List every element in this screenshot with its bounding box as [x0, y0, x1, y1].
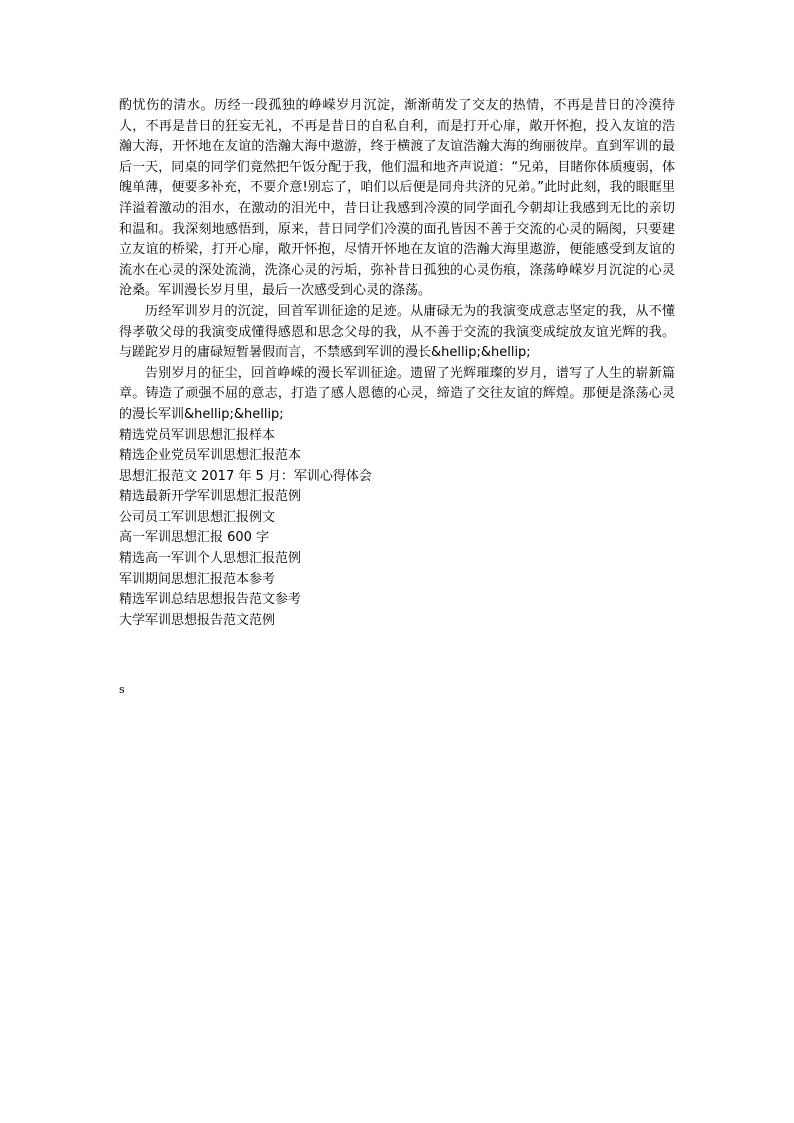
related-link[interactable]: 精选最新开学军训思想汇报范例 — [119, 489, 302, 505]
related-link[interactable]: 精选企业党员军训思想汇报范本 — [119, 448, 302, 464]
paragraph-2: 历经军训岁月的沉淀，回首军训征途的足迹。从庸碌无为的我演变成意志坚定的我，从不懂得孝敬父母的我演变成懂得感恩和思念父母的我，从不善于交流的我演变成绽放友谊光辉的我。与蹉跎岁月的庸碌短暂暑假而言，不禁感到军训的漫长&hellip;&hellip; — [119, 303, 675, 361]
footer-mark: s — [119, 683, 125, 696]
related-link[interactable]: 精选党员军训思想汇报样本 — [119, 427, 276, 443]
paragraph-1: 酌忧伤的清水。历经一段孤独的峥嵘岁月沉淀，渐渐萌发了交友的热情，不再是昔日的冷漠待人，不再是昔日的狂妄无礼，不再是昔日的自私自利，而是打开心扉，敞开怀抱，投入友谊的浩瀚大海，开怀地在友谊的浩瀚大海中遨游，终于横渡了友谊浩瀚大海的绚丽彼岸。直到军训的最后一天，同桌的同学们竟然把午饭分配于我，他们温和地齐声说道：“兄弟，目睹你体质瘦弱，体魄单薄，便要多补充，不要介意!别忘了，咱们以后便是同舟共济的兄弟。”此时此刻，我的眼眶里洋溢着激动的泪水，在激动的泪光中，昔日让我感到冷漠的同学面孔今朝却让我感到无比的亲切和温和。我深刻地感悟到，原来，昔日同学们冷漠的面孔皆因不善于交流的心灵的隔阂，只要建立友谊的桥梁，打开心扉，敞开怀抱，尽情开怀地在友谊的浩瀚大海里遨游，便能感受到友谊的流水在心灵的深处流淌，洗涤心灵的污垢，弥补昔日孤独的心灵伤痕，涤荡峥嵘岁月沉淀的心灵沧桑。军训漫长岁月里，最后一次感受到心灵的涤荡。 — [119, 98, 675, 299]
paragraph-3: 告别岁月的征尘，回首峥嵘的漫长军训征途。遗留了光辉璀璨的岁月，谱写了人生的崭新篇章。铸造了顽强不屈的意志，打造了感人恩德的心灵，缔造了交往友谊的辉煌。那便是涤荡心灵的漫长军训&hellip;&hellip; — [119, 365, 675, 422]
related-link[interactable]: 军训期间思想汇报范本参考 — [119, 571, 276, 587]
related-links-list — [119, 426, 675, 632]
related-link[interactable]: 大学军训思想报告范文范例 — [119, 612, 276, 628]
related-link[interactable]: 精选军训总结思想报告范文参考 — [119, 592, 302, 608]
related-link[interactable]: 公司员工军训思想汇报例文 — [119, 509, 276, 525]
document-body — [119, 96, 675, 631]
related-link[interactable]: 思想汇报范文 2017 年 5 月：军训心得体会 — [119, 468, 372, 484]
related-link[interactable]: 高一军训思想汇报 600 字 — [119, 530, 270, 546]
related-link[interactable]: 精选高一军训个人思想汇报范例 — [119, 551, 302, 567]
